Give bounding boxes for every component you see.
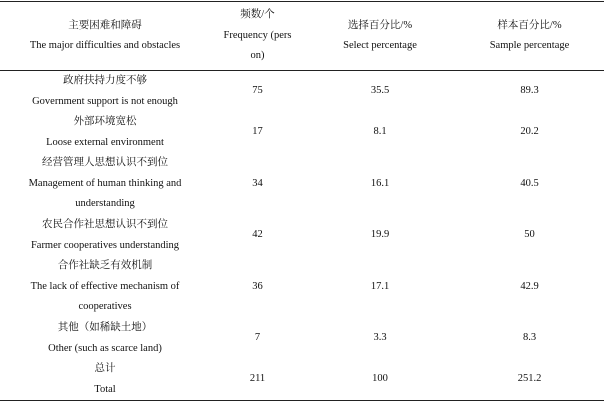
difficulty-cell bbox=[0, 318, 210, 359]
table-row bbox=[0, 112, 604, 153]
total-label-cn: 总计 bbox=[94, 363, 116, 374]
difficulty-cell-total bbox=[0, 359, 210, 401]
header-difficulties bbox=[0, 2, 210, 71]
difficulty-en: Loose external environment bbox=[46, 136, 164, 148]
difficulty-en: Government support is not enough bbox=[32, 95, 178, 107]
sample-percentage-total-cell: 251.2 bbox=[517, 373, 542, 385]
table-row bbox=[0, 318, 604, 359]
difficulty-cell bbox=[0, 215, 210, 256]
difficulty-cn: 政府扶持力度不够 bbox=[63, 75, 147, 86]
difficulty-en-line-2: cooperatives bbox=[78, 301, 132, 313]
sample-percentage-cell: 40.5 bbox=[520, 177, 539, 189]
total-label-en: Total bbox=[94, 383, 116, 395]
header-select-en: Select percentage bbox=[343, 40, 417, 51]
select-percentage-cell: 8.1 bbox=[373, 126, 387, 138]
sample-percentage-cell: 50 bbox=[524, 229, 535, 241]
difficulty-cell bbox=[0, 71, 210, 113]
select-percentage-cell: 16.1 bbox=[370, 177, 390, 189]
sample-percentage-cell: 8.3 bbox=[522, 332, 537, 344]
table-row-total bbox=[0, 359, 604, 401]
frequency-cell: 17 bbox=[252, 126, 263, 138]
frequency-cell: 75 bbox=[252, 85, 263, 97]
sample-percentage-cell: 20.2 bbox=[520, 126, 539, 138]
select-percentage-cell: 35.5 bbox=[370, 85, 390, 97]
header-frequency bbox=[210, 2, 305, 71]
header-frequency-en-1: Frequency (pers bbox=[223, 29, 292, 41]
select-percentage-cell: 17.1 bbox=[370, 280, 390, 292]
frequency-total-cell: 211 bbox=[249, 373, 266, 385]
difficulty-en-line-2: understanding bbox=[75, 198, 135, 210]
difficulty-cn: 合作社缺乏有效机制 bbox=[57, 260, 153, 272]
header-frequency-en-2: on) bbox=[250, 50, 265, 62]
select-percentage-cell: 19.9 bbox=[370, 229, 390, 241]
difficulty-en-line-1: Management of human thinking and bbox=[28, 177, 182, 189]
difficulty-cell bbox=[0, 153, 210, 215]
header-select-cn: 选择百分比/% bbox=[347, 19, 413, 31]
header-frequency-cn: 频数/个 bbox=[240, 9, 275, 21]
difficulty-cn: 其他（如稀缺土地） bbox=[57, 322, 153, 333]
table-row bbox=[0, 71, 604, 113]
difficulty-cn: 外部环境宽松 bbox=[73, 116, 137, 127]
table-body bbox=[0, 71, 604, 401]
table-row bbox=[0, 153, 604, 215]
frequency-cell: 34 bbox=[252, 177, 263, 189]
table-header bbox=[0, 2, 604, 71]
header-difficulties-cn: 主要困难和障碍 bbox=[68, 19, 142, 31]
difficulty-cn: 经营管理人思想认识不到位 bbox=[42, 157, 168, 169]
difficulty-cell bbox=[0, 256, 210, 318]
table-row bbox=[0, 256, 604, 318]
header-select-percentage bbox=[305, 2, 455, 71]
header-sample-en: Sample percentage bbox=[489, 40, 570, 51]
header-row bbox=[0, 2, 604, 71]
frequency-cell: 7 bbox=[254, 332, 261, 344]
difficulty-en-line-1: The lack of effective mechanism of bbox=[30, 280, 180, 292]
sample-percentage-cell: 42.9 bbox=[520, 280, 539, 292]
select-percentage-total-cell: 100 bbox=[372, 373, 388, 385]
header-sample-cn: 样本百分比/% bbox=[497, 19, 562, 31]
difficulties-table bbox=[0, 1, 604, 401]
header-difficulties-en: The major difficulties and obstacles bbox=[29, 40, 181, 51]
frequency-cell: 36 bbox=[252, 280, 263, 292]
table-row bbox=[0, 215, 604, 256]
difficulty-en: Other (such as scarce land) bbox=[48, 342, 162, 354]
frequency-cell: 42 bbox=[252, 229, 263, 241]
select-percentage-cell: 3.3 bbox=[373, 332, 387, 344]
header-sample-percentage bbox=[455, 2, 604, 71]
difficulty-cn: 农民合作社思想认识不到位 bbox=[42, 219, 168, 230]
difficulty-en: Farmer cooperatives understanding bbox=[30, 239, 180, 251]
difficulty-cell bbox=[0, 112, 210, 153]
sample-percentage-cell: 89.3 bbox=[520, 85, 539, 97]
